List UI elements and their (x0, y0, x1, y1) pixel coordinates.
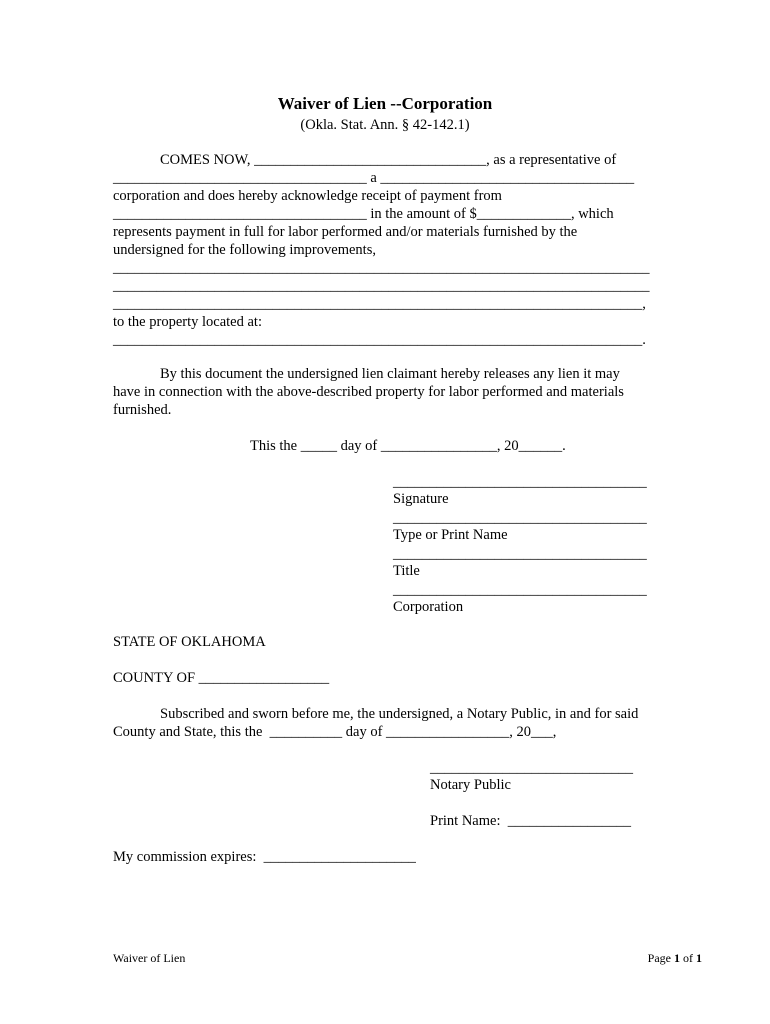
county-line: COUNTY OF __________________ (113, 670, 330, 686)
title-label: Title (393, 563, 420, 579)
document-title: Waiver of Lien --Corporation (277, 94, 493, 113)
title-rule: ___________________________________ (393, 546, 647, 562)
body-line-2: ___________________________________ a ___________________________________ (113, 170, 635, 186)
release-line-2: have in connection with the above-described property for labor performed and materials (113, 384, 624, 400)
notary-text-line-1: Subscribed and sworn before me, the undersigned, a Notary Public, in and for said (160, 706, 639, 722)
page-total: 1 (696, 951, 702, 965)
corporation-label: Corporation (393, 599, 464, 615)
improvements-line-3: _________________________________________________________________________, (113, 296, 646, 312)
name-rule: ___________________________________ (393, 510, 647, 526)
footer-page-number (648, 949, 702, 967)
notary-label: Notary Public (430, 777, 511, 793)
release-line-3: furnished. (113, 402, 172, 418)
notary-rule: ____________________________ (430, 760, 633, 776)
body-line-6: undersigned for the following improvements, (113, 242, 376, 258)
date-line: This the _____ day of ________________, 20______. (250, 438, 566, 454)
release-line-1: By this document the undersigned lien claimant hereby releases any lien it may (160, 366, 620, 382)
body-line-4: ___________________________________ in the amount of $_____________, which (113, 206, 614, 222)
footer-title: Waiver of Lien (113, 951, 186, 965)
signature-rule: ___________________________________ (393, 474, 647, 490)
body-line-3: corporation and does hereby acknowledge receipt of payment from (113, 188, 502, 204)
body-line-1: COMES NOW, ________________________________, as a representative of (160, 152, 617, 168)
notary-text-line-2: County and State, this the __________ day of _________________, 20___, (113, 724, 557, 740)
body-line-5: represents payment in full for labor performed and/or materials furnished by the (113, 224, 578, 240)
notary-print-name: Print Name: _________________ (430, 813, 631, 829)
page-current: 1 (674, 951, 680, 965)
signature-label: Signature (393, 491, 449, 507)
improvements-line-1: __________________________________________________________________________ (113, 260, 650, 276)
corporation-rule: ___________________________________ (393, 582, 647, 598)
improvements-line-2: __________________________________________________________________________ (113, 278, 650, 294)
property-label: to the property located at: (113, 314, 262, 330)
state-line: STATE OF OKLAHOMA (113, 634, 266, 650)
page-prefix: Page (647, 951, 674, 965)
commission-line: My commission expires: _____________________ (113, 849, 416, 865)
name-label: Type or Print Name (393, 527, 508, 543)
property-line: _________________________________________________________________________. (113, 332, 646, 348)
page-of: of (680, 951, 696, 965)
statute-citation: (Okla. Stat. Ann. § 42-142.1) (300, 117, 470, 133)
